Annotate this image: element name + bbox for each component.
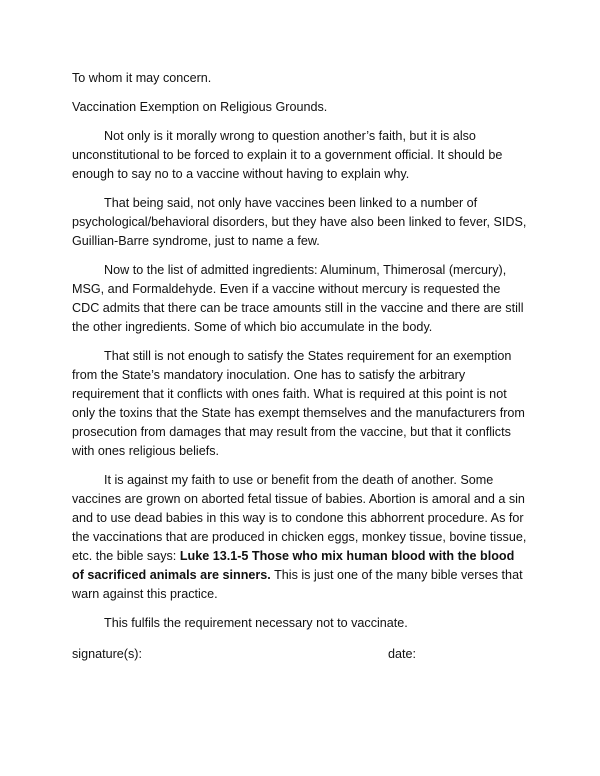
subject-line: Vaccination Exemption on Religious Grounds. <box>72 100 328 114</box>
paragraph-religious-objection-end: This is just one of the many bible verses that warn against this practice. <box>72 568 523 601</box>
signature-row <box>72 645 528 665</box>
salutation: To whom it may concern. <box>72 71 212 85</box>
paragraph-religious-objection <box>72 471 528 604</box>
letter-body <box>72 69 528 665</box>
paragraph-ingredients: Now to the list of admitted ingredients: Aluminum, Thimerosal (mercury), MSG, and Formaldehyde. Even if a vaccine without mercury is requested the CDC admits that there can be trace amounts still in the vaccine and there are still the other ingredients. Some of which bio accumulate in the body. <box>72 263 524 334</box>
paragraph-conclusion: This fulfils the requirement necessary not to vaccinate. <box>104 616 408 630</box>
date-label: date: <box>388 647 417 661</box>
paragraph-religious-objection-start: It is against my faith to use or benefit from the death of another. Some vaccines are grown on aborted fetal tissue of babies. Abortion is amoral and a sin and to use dead babies in this way is to condone this abhorrent procedure. As for the vaccinations that are produced in chicken eggs, monkey tissue, bovine tissue, etc. the bible says: <box>72 473 527 563</box>
signature-label: signature(s): <box>72 647 142 661</box>
bible-quote: Luke 13.1-5 Those who mix human blood with the blood of sacrificed animals are sinners. <box>72 549 515 582</box>
paragraph-faith: Not only is it morally wrong to question another’s faith, but it is also unconstitutional to be forced to explain it to a government official. It should be enough to say no to a vaccine without having to explain why. <box>72 129 503 181</box>
paragraph-disorders: That being said, not only have vaccines been linked to a number of psychological/behavioral disorders, but they have also been linked to fever, SIDS, Guillian-Barre syndrome, just to name a few. <box>72 196 527 248</box>
paragraph-requirement: That still is not enough to satisfy the States requirement for an exemption from the State’s mandatory inoculation. One has to satisfy the arbitrary requirement that it conflicts with ones faith. What is required at this point is not only the toxins that the State has exempt themselves and the manufacturers from prosecution from damages that may result from the vaccine, but that it conflicts with ones religious beliefs. <box>72 349 525 458</box>
